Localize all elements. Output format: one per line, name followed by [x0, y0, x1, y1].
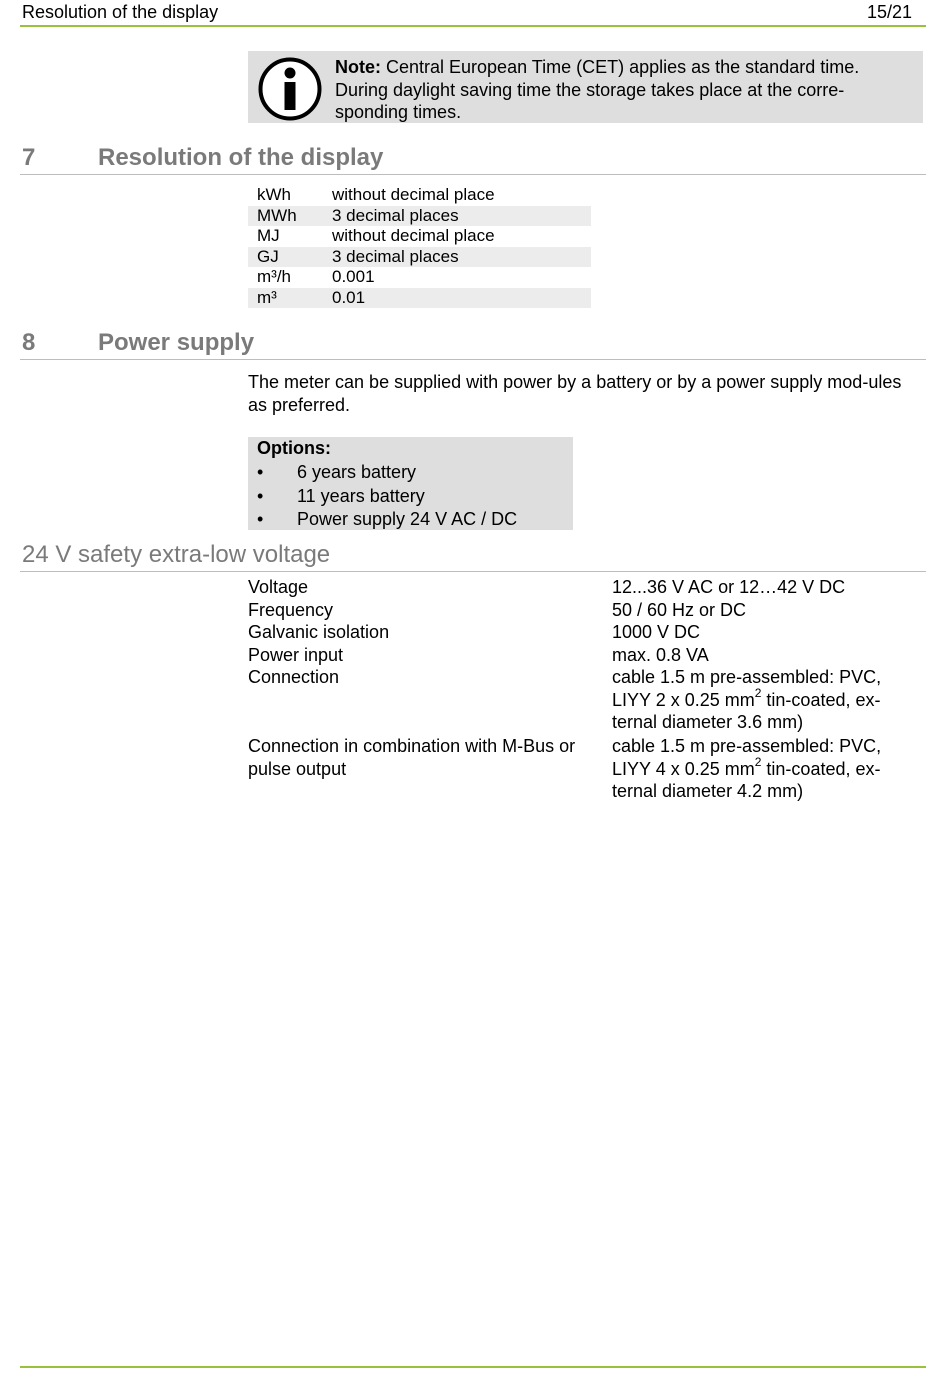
value-cell: 3 decimal places: [332, 246, 459, 266]
connection-value-part: cable 1.5 m pre-assembled: PVC, LIYY 4 x 0.25 mm: [612, 736, 882, 779]
note-label: Note:: [335, 57, 381, 77]
value-cell: 0.001: [332, 267, 375, 286]
spec-value-voltage: 12...36 V AC or 12…42 V DC: [612, 577, 846, 597]
connection-value-part: tin-coated, ex-ternal diameter 4.2 mm): [612, 758, 881, 801]
spec-value-isolation: 1000 V DC: [612, 622, 701, 642]
table-row: [248, 206, 591, 227]
spec-label-connection-mbus: Connection in combination with M-Bus or pulse output: [248, 736, 576, 779]
safety-voltage-rule: [20, 571, 926, 572]
unit-cell: MWh: [257, 205, 297, 225]
section-8-rule: [20, 359, 926, 360]
spec-label-voltage: Voltage: [248, 577, 309, 597]
section-8-number: 8: [22, 329, 36, 356]
value-cell: without decimal place: [332, 185, 495, 204]
page-number: 15/21: [866, 2, 912, 22]
spec-label-frequency: Frequency: [248, 600, 334, 620]
note-text: [335, 56, 915, 124]
bullet-icon: •: [257, 486, 264, 506]
option-label: 6 years battery: [297, 462, 417, 482]
table-row: [248, 185, 591, 206]
safety-voltage-heading: 24 V safety extra-low voltage: [22, 541, 331, 568]
option-label: 11 years battery: [297, 486, 425, 506]
options-box: [248, 437, 573, 530]
header-rule: [20, 25, 926, 27]
table-row: [248, 288, 591, 309]
bullet-icon: •: [257, 509, 264, 529]
spec-value-frequency: 50 / 60 Hz or DC: [612, 600, 747, 620]
section-8-heading: [22, 329, 902, 359]
resolution-table: [248, 185, 591, 308]
value-cell: 3 decimal places: [332, 205, 459, 225]
superscript: 2: [754, 685, 762, 700]
bullet-icon: •: [257, 462, 264, 482]
running-header-title: Resolution of the display: [22, 2, 219, 22]
table-row: [248, 226, 591, 247]
spec-label-isolation: Galvanic isolation: [248, 622, 390, 642]
unit-cell: GJ: [257, 246, 279, 266]
table-row: [248, 247, 591, 268]
spec-value-connection: [612, 666, 912, 734]
connection-value-part: cable 1.5 m pre-assembled: PVC, LIYY 2 x 0.25 mm: [612, 667, 882, 710]
footer-rule: [20, 1366, 926, 1368]
section-7-number: 7: [22, 144, 36, 171]
section-8-title: Power supply: [98, 329, 255, 356]
note-box: [248, 51, 923, 123]
unit-cell: MJ: [257, 226, 280, 245]
running-header: [22, 2, 912, 24]
section-7-title: Resolution of the display: [98, 144, 384, 171]
value-cell: 0.01: [332, 287, 366, 307]
table-row: [248, 267, 591, 288]
superscript: 2: [754, 754, 762, 769]
option-label: Power supply 24 V AC / DC: [297, 509, 518, 529]
spec-value-power-input: max. 0.8 VA: [612, 645, 709, 665]
note-body: Central European Time (CET) applies as the standard time. During daylight saving time the storage takes place at the corre-sponding times.: [335, 57, 860, 122]
spec-label-power-input: Power input: [248, 645, 344, 665]
value-cell: without decimal place: [332, 226, 495, 245]
section-7-heading: [22, 144, 902, 174]
spec-value-connection-mbus: [612, 735, 912, 803]
power-supply-paragraph: The meter can be supplied with power by a battery or by a power supply mod-ules as preferred.: [248, 372, 902, 415]
spec-label-connection: Connection: [248, 667, 340, 687]
section-7-rule: [20, 174, 926, 175]
info-icon: [258, 57, 322, 121]
connection-value-part: tin-coated, ex-ternal diameter 3.6 mm): [612, 689, 881, 732]
unit-cell: kWh: [257, 185, 291, 204]
unit-cell: m³/h: [257, 267, 291, 286]
unit-cell: m³: [257, 287, 277, 307]
options-title: Options:: [257, 438, 331, 458]
